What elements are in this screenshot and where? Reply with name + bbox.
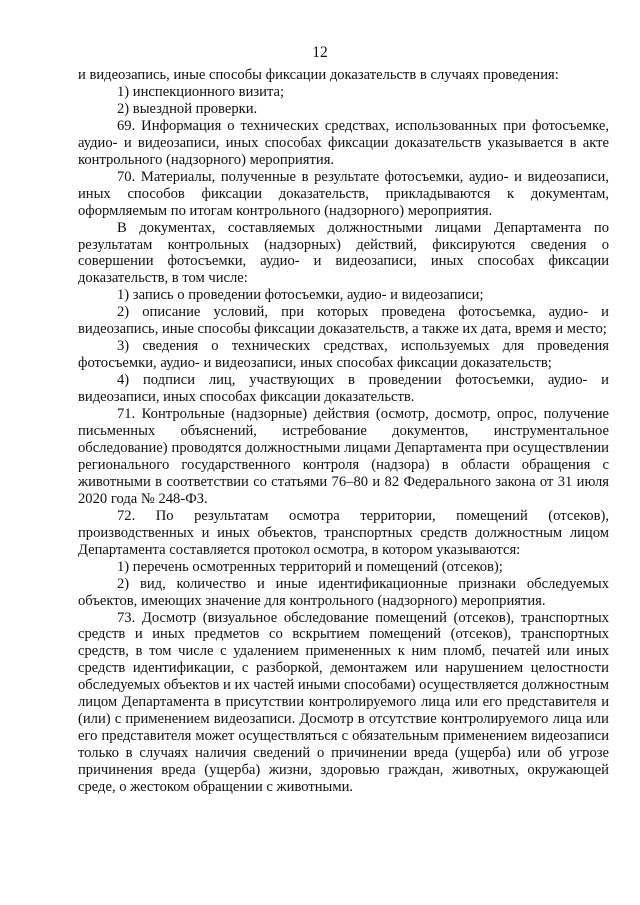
page-number: 12 <box>312 44 328 61</box>
list-item: 2) вид, количество и иные идентификационные признаки обследуемых объектов, имеющих значение для контрольного (надзорного) мероприятия. <box>78 575 609 609</box>
paragraph-continuation: и видеозапись, иные способы фиксации доказательств в случаях проведения: <box>78 67 559 83</box>
clause-70: 70. Материалы, полученные в результате фотосъемки, аудио- и видеозаписи, иных способов фиксации доказательств, прикладываются к документам, оформляемым по итогам контрольного (надзорного) мероприятия. <box>78 168 609 219</box>
list-item: 2) описание условий, при которых проведена фотосъемка, аудио- и видеозапись, иные способы фиксации доказательств, а также их дата, время и место; <box>78 304 609 338</box>
clause-69: 69. Информация о технических средствах, использованных при фотосъемке, аудио- и видеозаписи, иных способах фиксации доказательств указывается в акте контрольного (надзорного) мероприятия. <box>78 117 609 168</box>
clause-73: 73. Досмотр (визуальное обследование помещений (отсеков), транспортных средств и иных предметов со вскрытием помещений (отсеков), транспортных средств, в том числе с удалением примененных к ним пломб, печатей или иных средств идентификации, с разборкой, демонтажем или нарушением целостности обследуемых объектов и их частей иными способами) осуществляется должностным лицом Департамента в присутствии контролируемого лица или его представителя и (или) с применением видеозаписи. Досмотр в отсутствие контролируемого лица или его представителя может осуществляться с обязательным применением видеозаписи только в случаях наличия сведений о причинении вреда (ущерба) или об угрозе причинения вреда (ущерба) жизни, здоровью граждан, животных, окружающей среде, о жестоком обращении с животными. <box>78 609 609 796</box>
list-item: 4) подписи лиц, участвующих в проведении фотосъемки, аудио- и видеозаписи, иных способах фиксации доказательств. <box>78 372 609 406</box>
document-body <box>78 67 609 796</box>
clause-72: 72. По результатам осмотра территории, помещений (отсеков), производственных и иных объектов, транспортных средств должностным лицом Департамента составляется протокол осмотра, в котором указываются: <box>78 507 609 558</box>
list-item: 1) запись о проведении фотосъемки, аудио- и видеозаписи; <box>117 287 484 304</box>
list-item: 1) инспекционного визита; <box>117 83 285 100</box>
clause-71: 71. Контрольные (надзорные) действия (осмотр, досмотр, опрос, получение письменных объяснений, истребование документов, инструментальное обследование) проводятся должностными лицами Департамента при осуществлении регионального государственного контроля (надзора) в области обращения с животными в соответствии со статьями 76–80 и 82 Федерального закона от 31 июля 2020 года № 248-ФЗ. <box>78 406 609 507</box>
paragraph: В документах, составляемых должностными лицами Департамента по результатам контрольных (надзорных) действий, фиксируются сведения о совершении фотосъемки, аудио- и видеозаписи, иных способах фиксации доказательств, в том числе: <box>78 219 609 287</box>
list-item: 1) перечень осмотренных территорий и помещений (отсеков); <box>117 558 503 575</box>
list-item: 3) сведения о технических средствах, используемых для проведения фотосъемки, аудио- и видеозаписи, иных способах фиксации доказательств; <box>78 338 609 372</box>
list-item: 2) выездной проверки. <box>117 100 258 117</box>
